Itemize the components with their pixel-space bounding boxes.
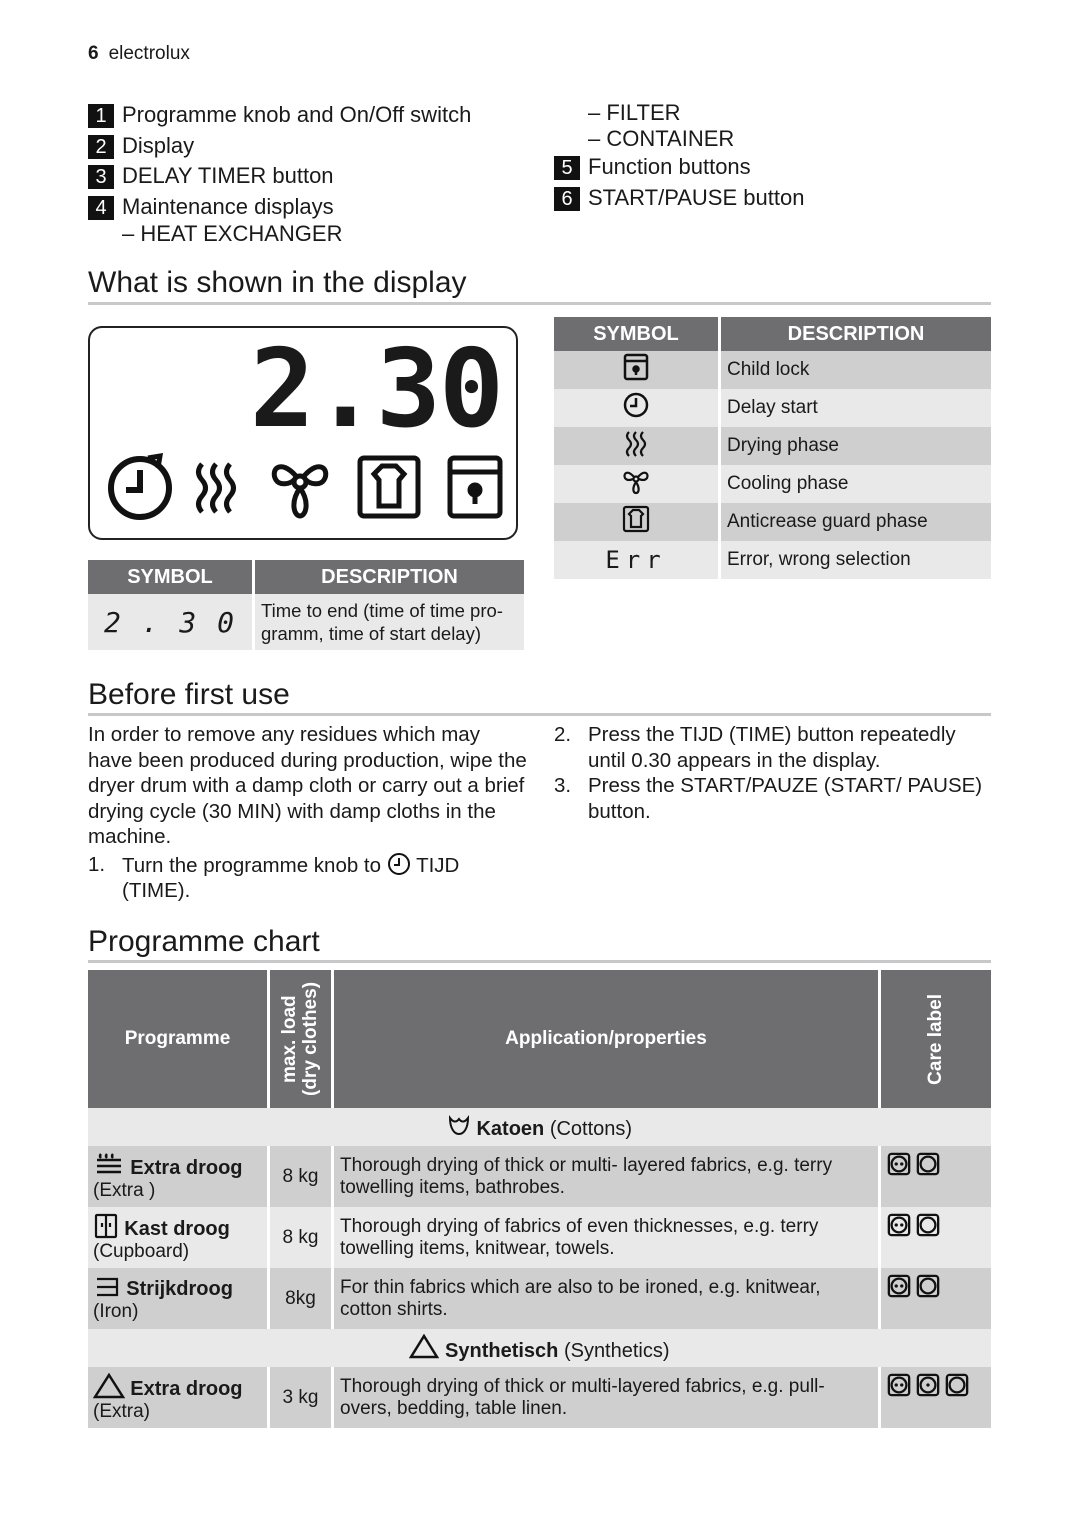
before-first-use-left xyxy=(88,722,528,904)
intro-paragraph: In order to remove any residues which may have been produced during production, wipe the dryer drum with a damp cloth or carry out a brief drying cycle (30 MIN) with damp cloths in the machine. xyxy=(88,723,527,848)
display-digits: 2.30 xyxy=(249,327,502,452)
max-load: 8kg xyxy=(270,1268,334,1329)
programme-header: Programme xyxy=(88,970,270,1108)
fan-icon xyxy=(622,467,650,495)
group-translation: (Cottons) xyxy=(549,1117,633,1140)
symbol-description: Delay start xyxy=(721,389,991,427)
symbol-header: SYMBOL xyxy=(554,317,721,351)
legend-label: Programme knob and On/Off switch xyxy=(122,102,472,127)
legend-item-5 xyxy=(554,152,804,183)
tumble-dry-icon xyxy=(887,1373,911,1397)
group-name: Synthetisch xyxy=(445,1339,559,1362)
do-not-tumble-dry-icon xyxy=(916,1152,940,1176)
step-text: Press the TIJD (TIME) button repeatedly until 0.30 appears in the display. xyxy=(588,723,956,772)
shirt-icon xyxy=(622,505,650,533)
group-row-cottons xyxy=(88,1108,991,1146)
care-labels xyxy=(881,1367,991,1428)
page-header xyxy=(88,43,190,65)
legend-number: 3 xyxy=(88,165,114,189)
clock-icon xyxy=(387,852,411,876)
lock-icon xyxy=(450,458,500,516)
programme-row xyxy=(88,1146,991,1207)
legend-item-2 xyxy=(88,131,471,162)
max-load-header: max. load (dry clothes) xyxy=(278,981,321,1097)
step-number: 3. xyxy=(554,774,572,797)
care-label-header: Care label xyxy=(925,993,946,1085)
time-symbol: 2 . 3 0 xyxy=(88,594,255,650)
legend-item-4 xyxy=(88,192,471,223)
lock-icon xyxy=(622,353,650,381)
cupboard-dry-icon xyxy=(93,1213,119,1239)
legend-item-3 xyxy=(88,161,471,192)
step-number: 1. xyxy=(88,852,106,876)
legend-label: START/PAUSE button xyxy=(588,184,805,210)
legend-number: 4 xyxy=(88,196,114,220)
care-labels xyxy=(881,1146,991,1207)
error-code: Err xyxy=(554,541,721,579)
tumble-dry-icon xyxy=(887,1213,911,1237)
synthetics-triangle-icon xyxy=(409,1334,439,1360)
programme-translation: (Cupboard) xyxy=(93,1240,190,1262)
symbol-description: Cooling phase xyxy=(721,465,991,503)
page-number: 6 xyxy=(88,43,99,64)
shirt-icon xyxy=(360,458,418,516)
programme-row xyxy=(88,1367,991,1428)
programme-row xyxy=(88,1207,991,1268)
brand-name: electrolux xyxy=(108,43,190,64)
legend-subitem: – HEAT EXCHANGER xyxy=(122,221,343,246)
symbol-description: Anticrease guard phase xyxy=(721,503,991,541)
programme-row xyxy=(88,1268,991,1329)
legend-item-1 xyxy=(88,100,471,131)
step-2 xyxy=(554,722,991,773)
max-load: 3 kg xyxy=(270,1367,334,1428)
tumble-dry-icon xyxy=(887,1152,911,1176)
legend-label: Maintenance displays xyxy=(122,193,334,219)
do-not-tumble-dry-icon xyxy=(916,1274,940,1298)
max-load: 8 kg xyxy=(270,1146,334,1207)
heat-waves-icon xyxy=(199,464,234,512)
time-description: Time to end (time of time pro- gramm, time of start delay) xyxy=(255,594,524,650)
cotton-flower-icon xyxy=(447,1114,471,1138)
section-title-display: What is shown in the display xyxy=(88,266,467,299)
symbol-row xyxy=(554,503,991,541)
programme-name: Extra droog xyxy=(130,1156,243,1179)
symbol-row xyxy=(554,427,991,465)
care-labels xyxy=(881,1207,991,1268)
symbol-row xyxy=(554,465,991,503)
do-not-tumble-dry-icon xyxy=(916,1213,940,1237)
clock-icon xyxy=(622,391,650,419)
legend-label: Display xyxy=(122,132,195,158)
section-divider xyxy=(88,713,991,716)
section-title-programme-chart: Programme chart xyxy=(88,925,320,958)
do-not-tumble-dry-icon xyxy=(945,1373,969,1397)
step-text: Turn the programme knob to xyxy=(122,853,382,877)
group-translation: (Synthetics) xyxy=(563,1339,670,1362)
heat-waves-icon xyxy=(622,429,650,457)
application-text: Thorough drying of fabrics of even thicknesses, e.g. terry towelling items, knitwear, towels. xyxy=(334,1207,881,1268)
tumble-dry-icon xyxy=(887,1274,911,1298)
step-3 xyxy=(554,773,991,824)
section-divider xyxy=(88,302,991,305)
max-load: 8 kg xyxy=(270,1207,334,1268)
symbol-header: SYMBOL xyxy=(88,560,255,594)
iron-dry-icon xyxy=(93,1275,121,1299)
display-illustration xyxy=(88,326,518,540)
symbol-table xyxy=(554,317,991,579)
legend-number: 6 xyxy=(554,187,580,211)
legend-label: Function buttons xyxy=(588,154,751,179)
tumble-dry-icon xyxy=(916,1373,940,1397)
fan-icon xyxy=(274,467,326,516)
programme-name: Strijkdroog xyxy=(126,1277,233,1300)
before-first-use-right xyxy=(554,722,991,824)
symbol-row xyxy=(554,541,991,579)
display-icons xyxy=(104,452,504,524)
extra-dry-icon xyxy=(93,1152,125,1178)
step-text: TIJD (TIME). xyxy=(122,853,460,902)
legend-label: DELAY TIMER button xyxy=(122,163,334,188)
step-number: 2. xyxy=(554,723,572,746)
legend-number: 2 xyxy=(88,135,114,159)
section-divider xyxy=(88,960,991,963)
legend-left xyxy=(88,100,471,246)
application-text: Thorough drying of thick or multi- layered fabrics, e.g. terry towelling items, bathrobes. xyxy=(334,1146,881,1207)
legend-right xyxy=(554,100,804,213)
synthetics-triangle-icon xyxy=(93,1373,125,1399)
programme-translation: (Iron) xyxy=(93,1300,139,1322)
programme-name: Extra droog xyxy=(130,1377,243,1400)
symbol-row xyxy=(554,389,991,427)
legend-subitem: – FILTER xyxy=(588,100,681,125)
group-row-synthetics xyxy=(88,1329,991,1367)
programme-table xyxy=(88,970,991,1428)
description-header: DESCRIPTION xyxy=(255,560,524,594)
application-text: Thorough drying of thick or multi-layered fabrics, e.g. pull- overs, bedding, table linen. xyxy=(334,1367,881,1428)
legend-number: 5 xyxy=(554,156,580,180)
symbol-description: Drying phase xyxy=(721,427,991,465)
description-header: DESCRIPTION xyxy=(721,317,991,351)
programme-name: Kast droog xyxy=(124,1217,230,1240)
care-labels xyxy=(881,1268,991,1329)
clock-icon xyxy=(111,456,169,517)
step-1 xyxy=(88,852,528,904)
group-name: Katoen xyxy=(476,1117,545,1140)
programme-translation: (Extra ) xyxy=(93,1179,156,1201)
symbol-row xyxy=(554,351,991,389)
section-title-before-first-use: Before first use xyxy=(88,678,290,711)
legend-item-6 xyxy=(554,183,804,214)
application-text: For thin fabrics which are also to be ironed, e.g. knitwear, cotton shirts. xyxy=(334,1268,881,1329)
application-header: Application/properties xyxy=(334,970,881,1108)
symbol-description: Child lock xyxy=(721,351,991,389)
time-symbol-table xyxy=(88,560,524,650)
symbol-description: Error, wrong selection xyxy=(721,541,991,579)
step-text: Press the START/PAUZE (START/ PAUSE) button. xyxy=(588,774,983,823)
legend-number: 1 xyxy=(88,104,114,128)
legend-subitem: – CONTAINER xyxy=(588,126,735,151)
programme-translation: (Extra) xyxy=(93,1400,150,1422)
